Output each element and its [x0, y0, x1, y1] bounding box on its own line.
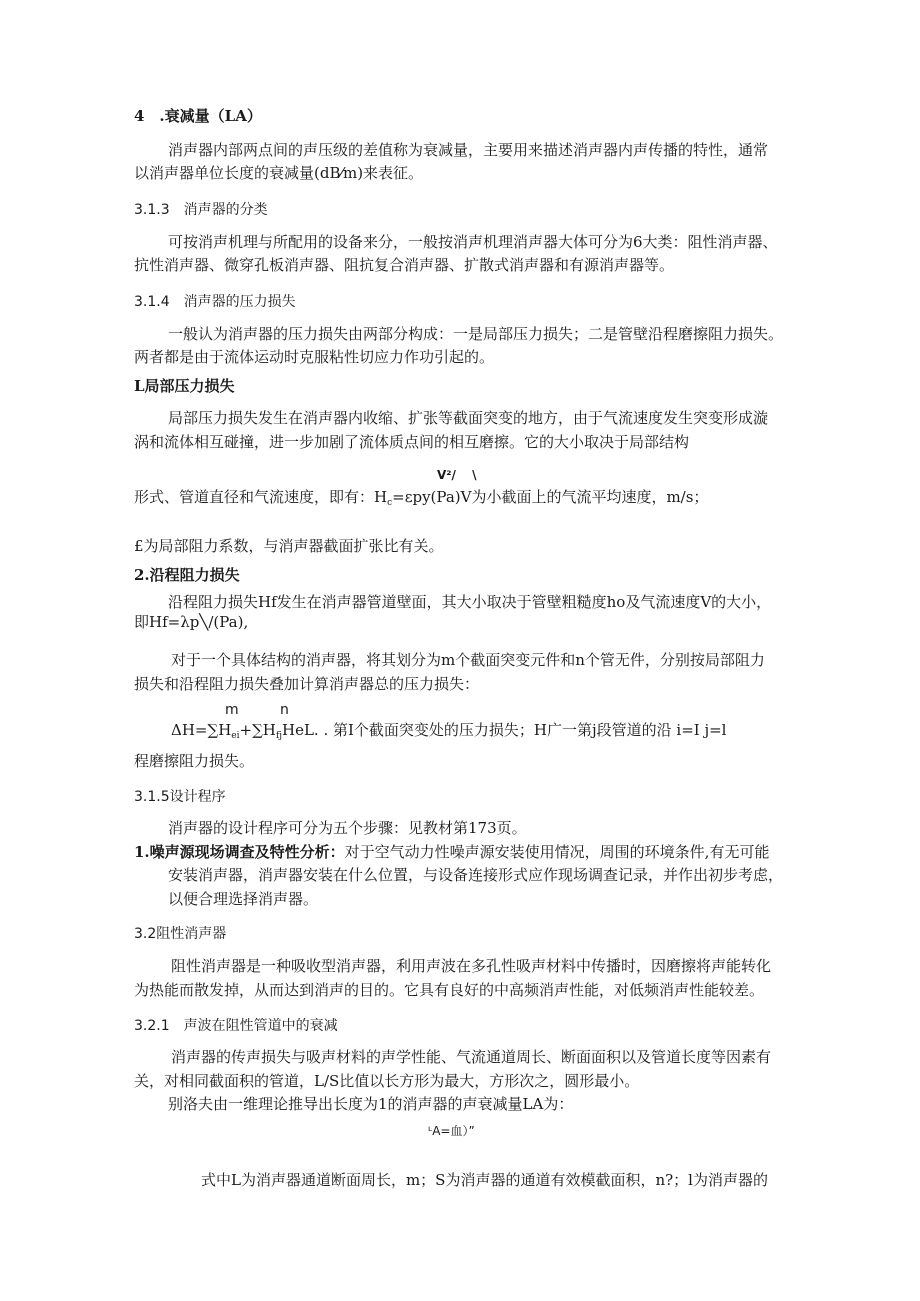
- heading-3-1-4: 3.1.4 消声器的压力损失: [134, 294, 296, 310]
- paragraph-line: 抗性消声器、微穿孔板消声器、阻抗复合消声器、扩散式消声器和有源消声器等。: [134, 256, 675, 274]
- paragraph-line: 两者都是由于流体运动时克服粘性切应力作功引起的。: [134, 348, 495, 366]
- paragraph-line: 消声器的传声损失与吸声材料的声学性能、气流通道周长、断面面积以及管道长度等因素有: [171, 1048, 772, 1066]
- paragraph-line: 以消声器单位长度的衰减量(dB⁄m)来表征。: [134, 164, 424, 182]
- heading-3-1-3: 3.1.3 消声器的分类: [134, 202, 268, 218]
- heading-3-1-5: 3.1.5设计程序: [134, 789, 226, 805]
- paragraph-line: 对于一个具体结构的消声器，将其划分为m个截面突变元件和n个管无件，分别按局部阻力: [171, 651, 765, 669]
- paragraph-line: 一般认为消声器的压力损失由两部分构成：一是局部压力损失；二是管壁沿程磨擦阻力损失。: [168, 325, 784, 343]
- paragraph-line: 损失和沿程阻力损失叠加计算消声器总的压力损失：: [134, 675, 480, 693]
- paragraph-line: 沿程阻力损失Hf发生在消声器管道壁面，其大小取决于管壁粗糙度ho及气流速度V的大小，: [168, 593, 772, 611]
- paragraph-line: 式中L为消声器通道断面周长，m；S为消声器的通道有效模截面积，n?；l为消声器的: [201, 1171, 768, 1189]
- paragraph-line: 阻性消声器是一种吸收型消声器，利用声波在多孔性吸声材料中传播时，因磨擦将声能转化: [171, 957, 772, 975]
- heading-3-2: 3.2阻性消声器: [134, 926, 227, 942]
- paragraph-line: 以便合理选择消声器。: [168, 890, 319, 908]
- formula-attenuation: ᴸA=血）”: [428, 1124, 475, 1138]
- paragraph-line: 消声器内部两点间的声压级的差值称为衰减量，主要用来描述消声器内声传播的特性，通常: [168, 141, 769, 159]
- paragraph-line: 安装消声器，消声器安装在什么位置，与设备连接形式应作现场调查记录，并作出初步考虑，: [168, 866, 784, 884]
- paragraph-line: 局部压力损失发生在消声器内收缩、扩张等截面突变的地方，由于气流速度发生突变形成漩: [168, 409, 769, 427]
- paragraph-line: 涡和流体相互碰撞，进一步加剧了流体质点间的相互磨擦。它的大小取决于局部结构: [134, 433, 690, 451]
- paragraph-line: 程磨擦阻力损失。: [134, 752, 255, 770]
- paragraph-line: 形式、管道直径和气流速度，即有：$H_c=\varepsilon py(Pa)V$为小截面上的气流平均速度，m/s；: [134, 488, 709, 508]
- sum-upper-limit-n: n: [280, 702, 289, 718]
- heading-local-loss: L局部压力损失: [134, 377, 235, 395]
- paragraph-line: 可按消声机理与所配用的设备来分，一般按消声机理消声器大体可分为6大类：阻性消声器、: [168, 233, 778, 251]
- paragraph-line: 消声器的设计程序可分为五个步骤：见教材第173页。: [168, 819, 527, 837]
- sum-upper-limit-m: m: [225, 702, 239, 718]
- heading-3-2-1: 3.2.1 声波在阻性管道中的衰减: [134, 1018, 338, 1034]
- paragraph-line: 1.噪声源现场调查及特性分析：对于空气动力性噪声源安装使用情况，周围的环境条件,有无可能: [134, 843, 770, 861]
- formula-total-pressure-loss: $\Delta H=\sum H_{ei}+\sum H_{fj}HeL$. . 第I个截面突变处的压力损失；H广一第j段管道的沿 i=I j=l: [171, 721, 727, 741]
- step-title: 1.噪声源现场调查及特性分析：: [134, 843, 345, 861]
- paragraph-line: 为热能而散发掉，从而达到消声的目的。它具有良好的中高频消声性能，对低频消声性能较差。: [134, 981, 765, 999]
- paragraph-line: 即Hf=λp╲/(Pa),: [134, 613, 249, 631]
- heading-attenuation: 4 .衰减量（LA）: [134, 107, 262, 125]
- paragraph-line: 别洛夫由一维理论推导出长度为1的消声器的声衰减量LA为：: [168, 1095, 574, 1113]
- paragraph-line: £为局部阻力系数，与消声器截面扩张比有关。: [134, 537, 444, 555]
- paragraph-line: 关，对相同截面积的管道，L/S比值以长方形为最大，方形次之，圆形最小。: [134, 1072, 640, 1090]
- formula-fragment: V²/ \: [437, 468, 477, 482]
- heading-friction-loss: 2.沿程阻力损失: [134, 566, 240, 584]
